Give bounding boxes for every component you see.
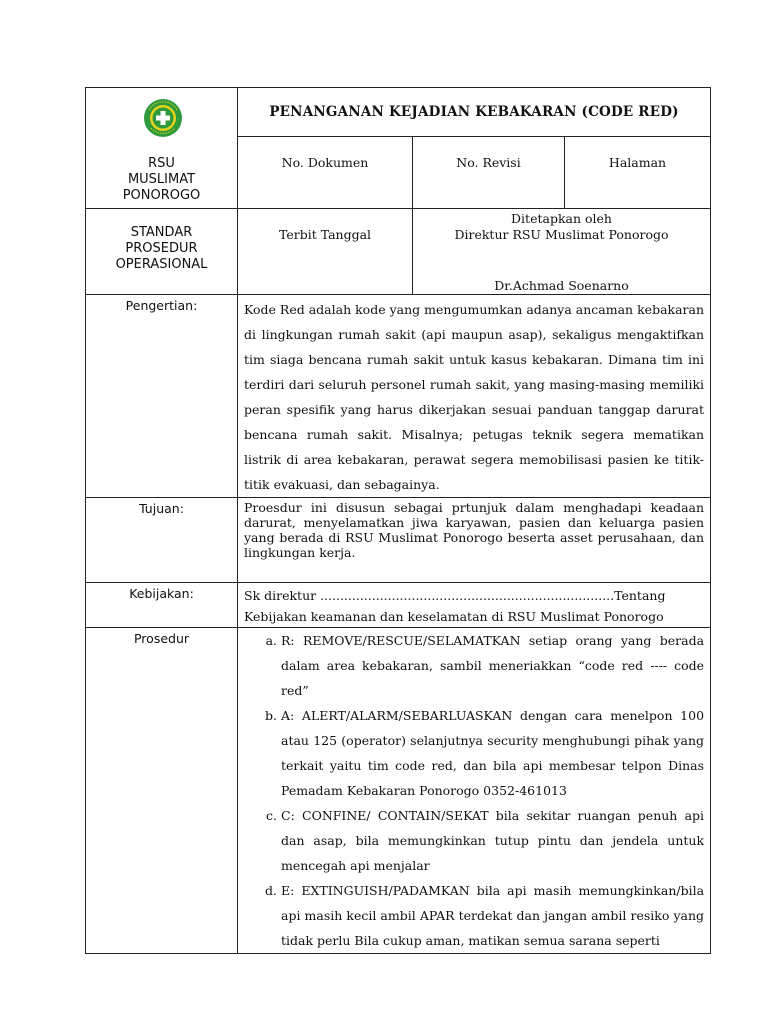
hospital-logo-icon xyxy=(143,98,183,138)
prosedur-list xyxy=(244,628,704,953)
prosedur-item-a: a. R: REMOVE/RESCUE/SELAMATKAN setiap orang yang berada dalam area kebakaran, sambil meneriakkan “code red ---- code red” xyxy=(281,628,704,703)
kebijakan-label: Kebijakan: xyxy=(86,582,238,627)
approved-by-label: Ditetapkan oleh xyxy=(511,211,612,226)
organization-name: RSU MUSLIMAT PONOROGO xyxy=(122,156,201,203)
doc-number-label: No. Dokumen xyxy=(238,137,413,209)
prosedur-item-b: b. A: ALERT/ALARM/SEBARLUASKAN dengan cara menelpon 100 atau 125 (operator) selanjutnya security menghubungi pihak yang terkait yaitu tim code red, dan bila api membesar telpon Dinas Pemadam Kebakaran Ponorogo 0352-461013 xyxy=(281,703,704,803)
kebijakan-line-1: Sk direktur ..........................................................................Tentang xyxy=(244,587,666,603)
kebijakan-line-2: Kebijakan keamanan dan keselamatan di RSU Muslimat Ponorogo xyxy=(244,608,664,624)
prosedur-label: Prosedur xyxy=(86,627,238,953)
sop-table xyxy=(85,87,711,954)
logo-cell xyxy=(86,88,238,209)
page-label: Halaman xyxy=(565,137,711,209)
approver-name: Dr.Achmad Soenarno xyxy=(494,278,629,293)
document-title: PENANGANAN KEJADIAN KEBAKARAN (CODE RED) xyxy=(238,88,711,137)
issued-date-label: Terbit Tanggal xyxy=(238,209,413,295)
approver-position: Direktur RSU Muslimat Ponorogo xyxy=(454,226,669,242)
tujuan-label: Tujuan: xyxy=(86,497,238,582)
prosedur-cell xyxy=(238,627,711,953)
pengertian-text: Kode Red adalah kode yang mengumumkan adanya ancaman kebakaran di lingkungan rumah sakit (api maupun asap), sekaligus mengaktifkan tim siaga bencana rumah sakit untuk kasus kebakaran. Dimana tim ini terdiri dari seluruh personel rumah sakit, yang masing-masing memiliki peran spesifik yang harus dikerjakan sesuai panduan tanggap darurat bencana rumah sakit. Misalnya; petugas teknik segera mematikan listrik di area kebakaran, perawat segera memobilisasi pasien ke titik-titik evakuasi, dan sebagainya. xyxy=(238,294,711,497)
prosedur-item-d: d. E: EXTINGUISH/PADAMKAN bila api masih memungkinkan/bila api masih kecil ambil APAR terdekat dan jangan ambil resiko yang tidak perlu Bila cukup aman, matikan semua sarana seperti xyxy=(281,878,704,953)
sop-label: STANDAR PROSEDUR OPERASIONAL xyxy=(86,209,238,295)
pengertian-label: Pengertian: xyxy=(86,294,238,497)
prosedur-item-c: c. C: CONFINE/ CONTAIN/SEKAT bila sekitar ruangan penuh api dan asap, bila memungkinkan tutup pintu dan jendela untuk mencegah api menjalar xyxy=(281,803,704,878)
kebijakan-cell xyxy=(238,582,711,627)
tujuan-text: Proesdur ini disusun sebagai prtunjuk dalam menghadapi keadaan darurat, menyelamatkan jiwa karyawan, pasien dan keluarga pasien yang berada di RSU Muslimat Ponorogo beserta asset perusahaan, dan lingkungan kerja. xyxy=(238,497,711,582)
approval-cell xyxy=(413,209,711,295)
sop-document xyxy=(85,87,710,954)
revision-label: No. Revisi xyxy=(413,137,565,209)
